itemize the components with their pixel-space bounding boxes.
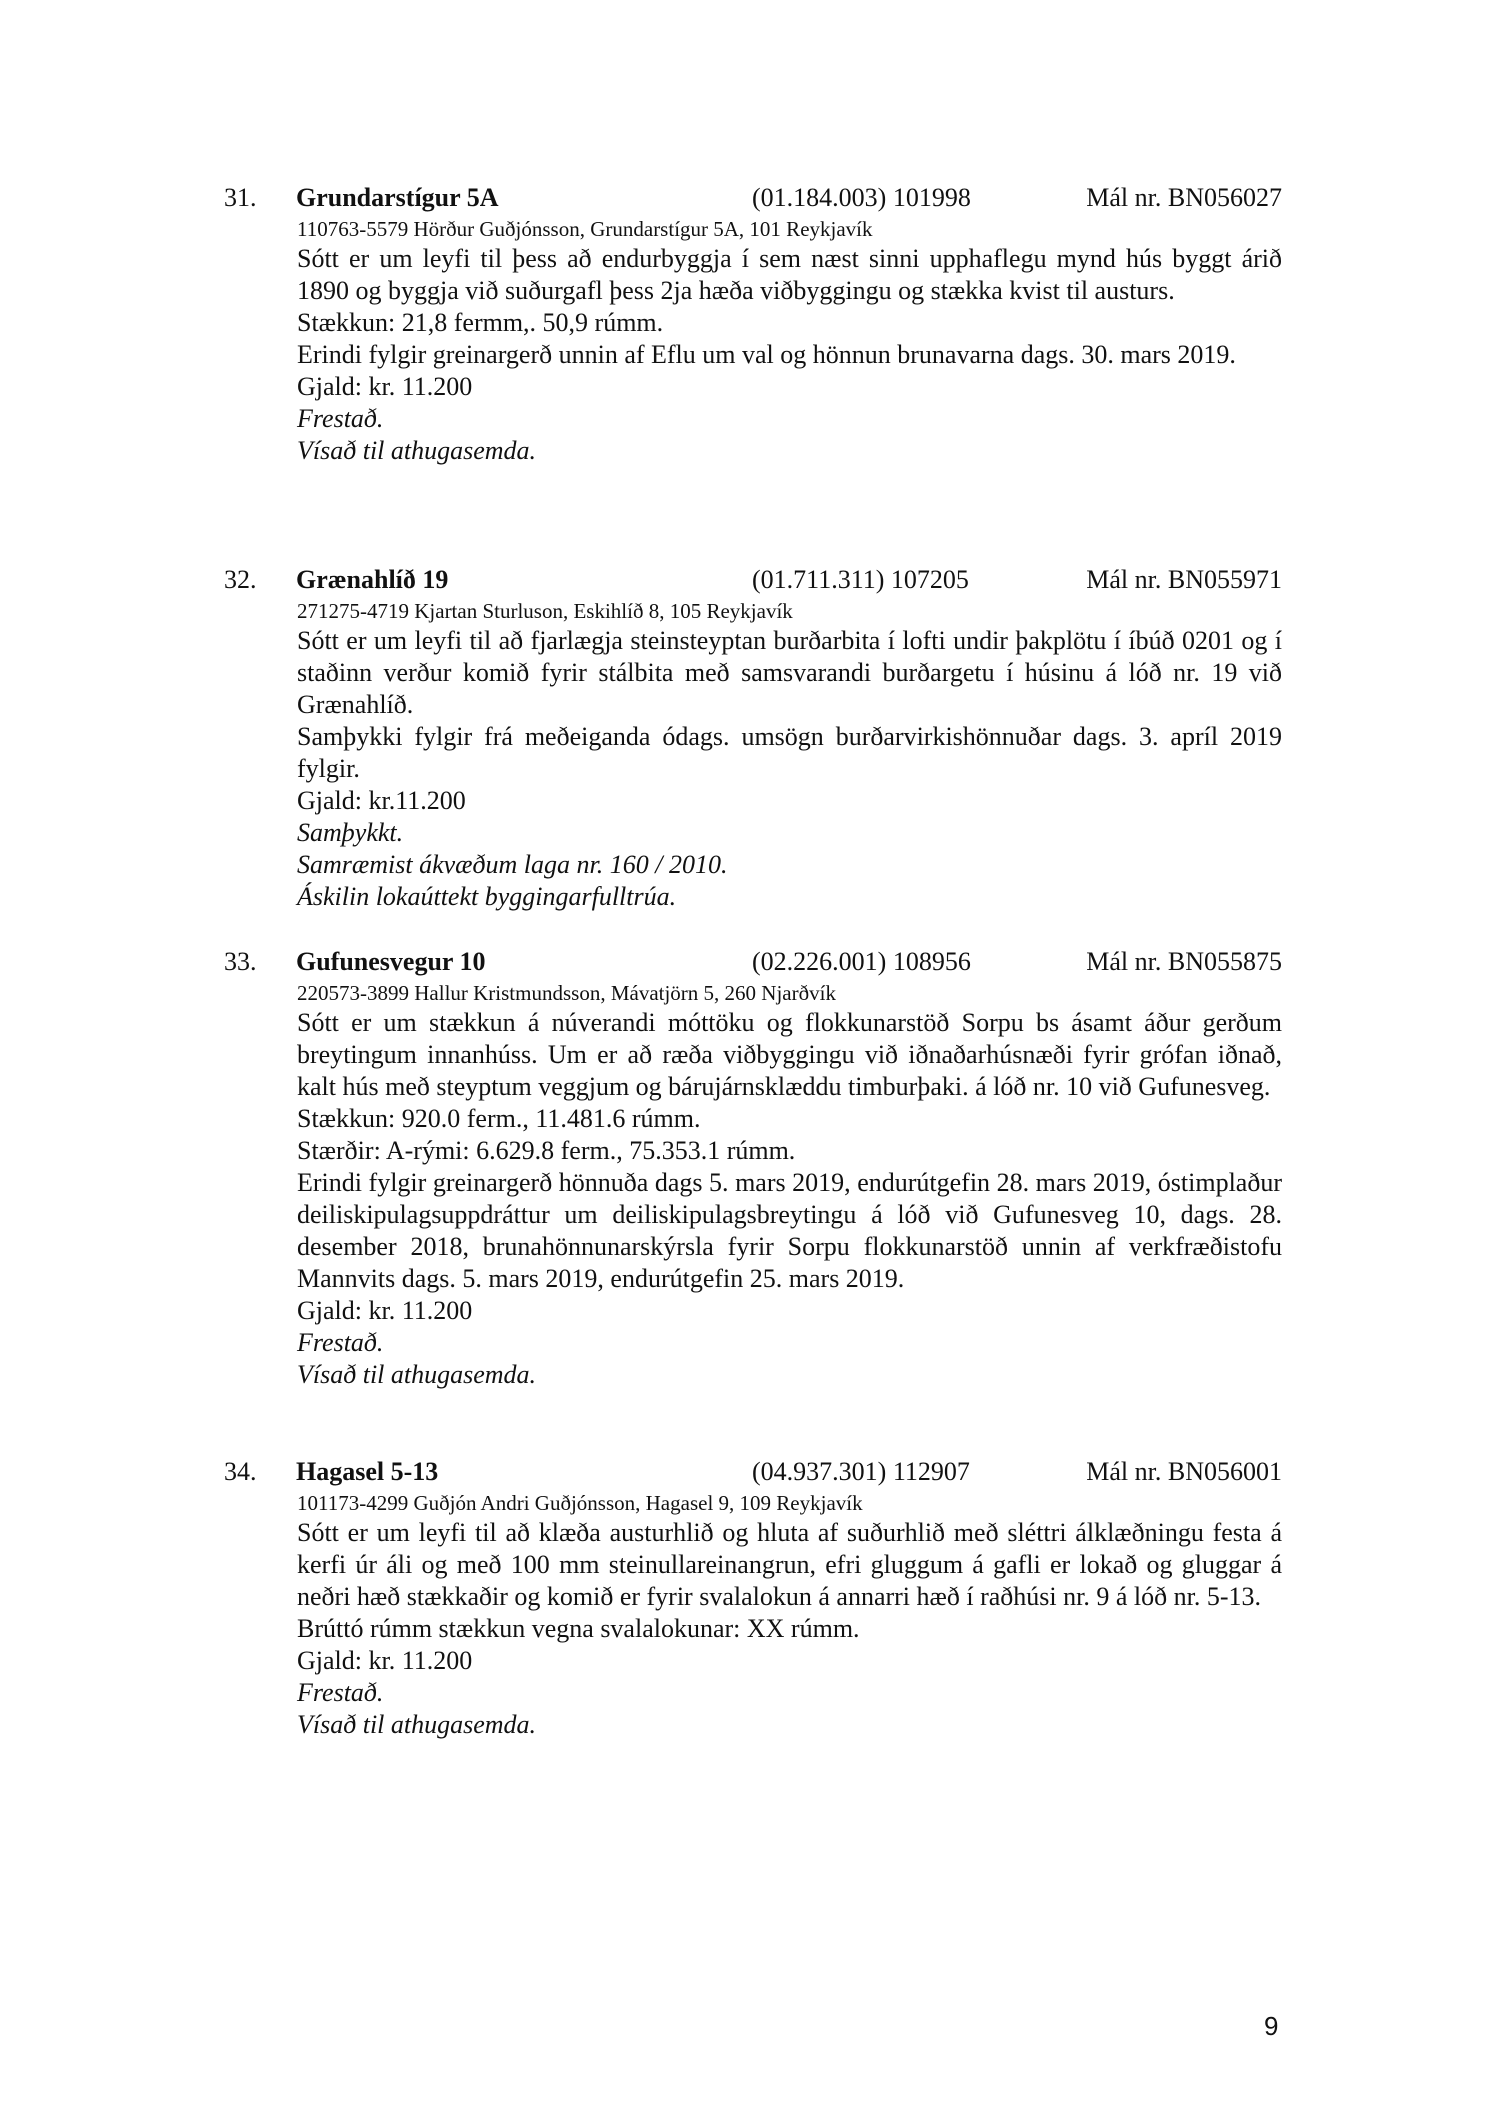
entry-applicant: 220573-3899 Hallur Kristmundsson, Mávatjörn 5, 260 Njarðvík bbox=[297, 981, 836, 1005]
entry-paragraph: Stækkun: 21,8 fermm,. 50,9 rúmm. bbox=[297, 308, 664, 337]
entry-address: Grænahlíð 19 bbox=[296, 565, 449, 594]
entry-paragraph: Erindi fylgir greinargerð hönnuða dags 5. mars 2019, endurútgefin 28. mars 2019, óstimplaður deiliskipulagsuppdráttur um deiliskipulagsbreytingu á lóð við Gufunesveg 10, dags. 28. desember 2018, brunahönnunarskýrsla fyrir Sorpu flokkunarstöð unnin af verkfræðistofu Mannvits dags. 5. mars 2019, endurútgefin 25. mars 2019. bbox=[297, 1168, 1282, 1293]
entry-property-ref: (02.226.001) 108956 bbox=[752, 947, 971, 976]
entry-paragraph: Sótt er um leyfi til að fjarlægja steinsteyptan burðarbita í lofti undir þakplötu í íbúð 0201 og í staðinn verður komið fyrir stálbita með samsvarandi burðargetu í húsinu á lóð nr. 19 við Grænahlíð. bbox=[297, 626, 1282, 719]
entry-header bbox=[224, 1455, 1282, 1489]
entry-case-number: Mál nr. BN055875 bbox=[1086, 947, 1282, 976]
case-entry bbox=[224, 563, 1282, 913]
entry-number: 33. bbox=[224, 947, 257, 976]
entry-number: 32. bbox=[224, 565, 257, 594]
entry-paragraph: Sótt er um leyfi til þess að endurbyggja í sem næst sinni upphaflegu mynd hús byggt árið 1890 og byggja við suðurgafl þess 2ja hæða viðbyggingu og stækka kvist til austurs. bbox=[297, 244, 1282, 305]
entry-decision: Frestað. bbox=[297, 404, 384, 433]
entry-applicant: 271275-4719 Kjartan Sturluson, Eskihlíð 8, 105 Reykjavík bbox=[297, 599, 793, 623]
case-entry bbox=[224, 181, 1282, 467]
entry-body bbox=[297, 597, 1282, 913]
entry-paragraph: Samþykki fylgir frá meðeiganda ódags. umsögn burðarvirkishönnuðar dags. 3. apríl 2019 fylgir. bbox=[297, 722, 1282, 783]
entry-paragraph: Erindi fylgir greinargerð unnin af Eflu um val og hönnun brunavarna dags. 30. mars 2019. bbox=[297, 340, 1236, 369]
entry-header bbox=[224, 945, 1282, 979]
entry-body bbox=[297, 215, 1282, 467]
entry-property-ref: (04.937.301) 112907 bbox=[752, 1457, 970, 1486]
entry-paragraph: Stækkun: 920.0 ferm., 11.481.6 rúmm. bbox=[297, 1104, 701, 1133]
entry-case-number: Mál nr. BN056001 bbox=[1086, 1457, 1282, 1486]
entry-paragraph: Sótt er um stækkun á núverandi móttöku og flokkunarstöð Sorpu bs ásamt áður gerðum breytingum innanhúss. Um er að ræða viðbyggingu við iðnaðarhúsnæði fyrir grófan iðnað, kalt hús með steyptum veggjum og bárujárnsklæddu timburþaki. á lóð nr. 10 við Gufunesveg. bbox=[297, 1008, 1282, 1101]
entry-header bbox=[224, 181, 1282, 215]
entry-decision: Vísað til athugasemda. bbox=[297, 436, 537, 465]
entry-header bbox=[224, 563, 1282, 597]
entry-address: Hagasel 5-13 bbox=[296, 1457, 439, 1486]
entry-decision: Frestað. bbox=[297, 1328, 384, 1357]
entry-decision: Vísað til athugasemda. bbox=[297, 1710, 537, 1739]
case-entry bbox=[224, 1455, 1282, 1741]
entry-decision: Samþykkt. bbox=[297, 818, 404, 847]
entry-case-number: Mál nr. BN055971 bbox=[1086, 565, 1282, 594]
entry-decision: Samræmist ákvæðum laga nr. 160 / 2010. bbox=[297, 850, 728, 879]
entry-address: Grundarstígur 5A bbox=[296, 183, 499, 212]
entry-paragraph: Stærðir: A-rými: 6.629.8 ferm., 75.353.1 rúmm. bbox=[297, 1136, 796, 1165]
page-number: 9 bbox=[1264, 2011, 1279, 2041]
entry-body bbox=[297, 979, 1282, 1391]
entry-fee: Gjald: kr. 11.200 bbox=[297, 1296, 473, 1325]
entry-property-ref: (01.711.311) 107205 bbox=[752, 565, 969, 594]
entry-decision: Áskilin lokaúttekt byggingarfulltrúa. bbox=[297, 882, 677, 911]
entry-decision: Vísað til athugasemda. bbox=[297, 1360, 537, 1389]
entry-number: 34. bbox=[224, 1457, 257, 1486]
entry-fee: Gjald: kr.11.200 bbox=[297, 786, 466, 815]
entry-applicant: 110763-5579 Hörður Guðjónsson, Grundarstígur 5A, 101 Reykjavík bbox=[297, 217, 873, 241]
entry-applicant: 101173-4299 Guðjón Andri Guðjónsson, Hagasel 9, 109 Reykjavík bbox=[297, 1491, 863, 1515]
entry-fee: Gjald: kr. 11.200 bbox=[297, 1646, 473, 1675]
entry-paragraph: Sótt er um leyfi til að klæða austurhlið og hluta af suðurhlið með sléttri álklæðningu festa á kerfi úr áli og með 100 mm steinullareinangrun, efri gluggum á gafli er lokað og gluggar á neðri hæð stækkaðir og komið er fyrir svalalokun á annarri hæð í raðhúsi nr. 9 á lóð nr. 5-13. bbox=[297, 1518, 1282, 1611]
case-entry bbox=[224, 945, 1282, 1391]
entry-fee: Gjald: kr. 11.200 bbox=[297, 372, 473, 401]
entry-address: Gufunesvegur 10 bbox=[296, 947, 486, 976]
entry-paragraph: Brúttó rúmm stækkun vegna svalalokunar: XX rúmm. bbox=[297, 1614, 860, 1643]
entry-body bbox=[297, 1489, 1282, 1741]
entry-number: 31. bbox=[224, 183, 257, 212]
entry-decision: Frestað. bbox=[297, 1678, 384, 1707]
entry-case-number: Mál nr. BN056027 bbox=[1086, 183, 1282, 212]
entry-property-ref: (01.184.003) 101998 bbox=[752, 183, 971, 212]
